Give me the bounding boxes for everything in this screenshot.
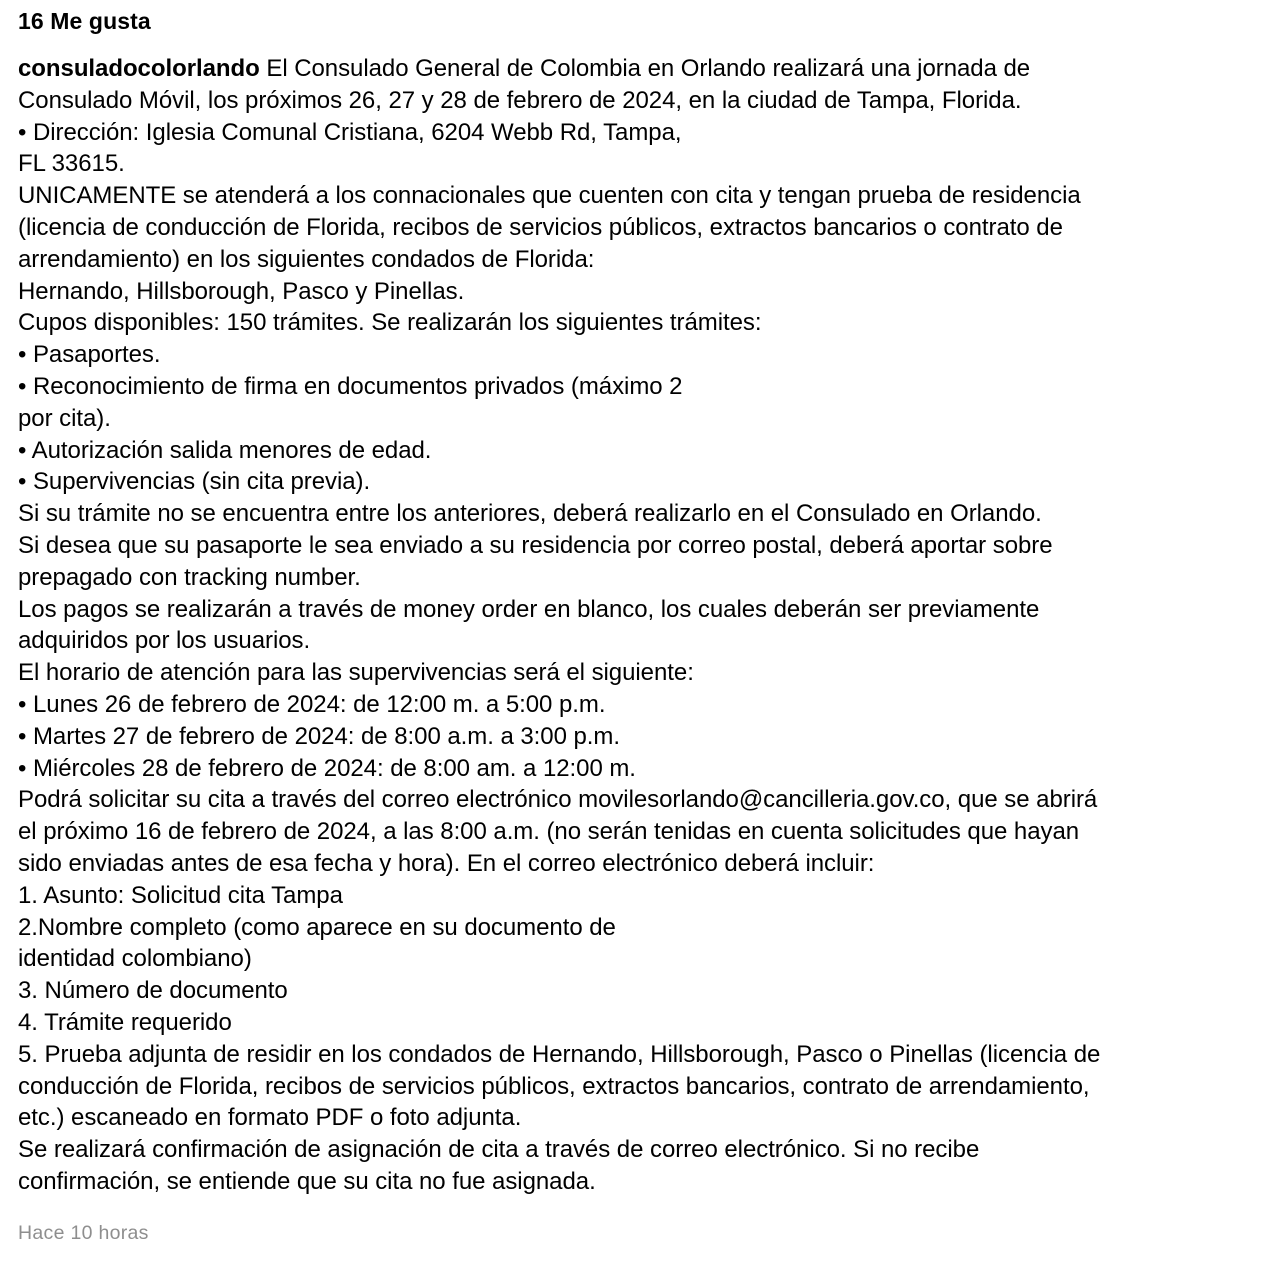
- caption-line: adquiridos por los usuarios.: [18, 627, 311, 655]
- caption-line: [18, 53, 1268, 85]
- caption-line: 1. Asunto: Solicitud cita Tampa: [18, 881, 343, 909]
- caption-line: conducción de Florida, recibos de servicios públicos, extractos bancarios, contrato de arrendamiento,: [18, 1072, 1090, 1100]
- caption-line: arrendamiento) en los siguientes condados de Florida:: [18, 245, 595, 273]
- caption-line: El horario de atención para las supervivencias será el siguiente:: [18, 659, 694, 687]
- caption-line: Si desea que su pasaporte le sea enviado a su residencia por correo postal, deberá aportar sobre: [18, 531, 1053, 559]
- caption-line: • Reconocimiento de firma en documentos privados (máximo 2: [18, 372, 683, 400]
- caption-line: prepagado con tracking number.: [18, 563, 361, 591]
- caption-line: Se realizará confirmación de asignación de cita a través de correo electrónico. Si no recibe: [18, 1136, 980, 1164]
- caption-line: Podrá solicitar su cita a través del correo electrónico movilesorlando@cancilleria.gov.co, que se abrirá: [18, 786, 1098, 814]
- caption-line: 5. Prueba adjunta de residir en los condados de Hernando, Hillsborough, Pasco o Pinellas (licencia de: [18, 1040, 1101, 1068]
- caption-line: • Dirección: Iglesia Comunal Cristiana, 6204 Webb Rd, Tampa,: [18, 118, 682, 146]
- caption-line: sido enviadas antes de esa fecha y hora). En el correo electrónico deberá incluir:: [18, 849, 875, 877]
- caption-line: confirmación, se entiende que su cita no fue asignada.: [18, 1167, 596, 1195]
- caption-line: (licencia de conducción de Florida, recibos de servicios públicos, extractos bancarios o contrato de: [18, 213, 1063, 241]
- caption-body: [18, 85, 1268, 1198]
- username-link[interactable]: consuladocolorlando: [18, 55, 260, 82]
- caption-line: Hernando, Hillsborough, Pasco y Pinellas.: [18, 277, 465, 305]
- caption-line: • Autorización salida menores de edad.: [18, 436, 432, 464]
- caption-line: FL 33615.: [18, 150, 125, 178]
- post-caption-section: [18, 0, 1268, 1245]
- caption-line: Si su trámite no se encuentra entre los anteriores, deberá realizarlo en el Consulado en Orlando.: [18, 500, 1042, 528]
- caption-line: • Miércoles 28 de febrero de 2024: de 8:00 am. a 12:00 m.: [18, 754, 636, 782]
- caption-line: • Pasaportes.: [18, 341, 161, 369]
- caption-line: • Supervivencias (sin cita previa).: [18, 468, 371, 496]
- caption-line: • Martes 27 de febrero de 2024: de 8:00 a.m. a 3:00 p.m.: [18, 722, 620, 750]
- caption-text: El Consulado General de Colombia en Orlando realizará una jornada de: [266, 55, 1031, 82]
- caption-line: 2.Nombre completo (como aparece en su documento de: [18, 913, 616, 941]
- caption-line: • Lunes 26 de febrero de 2024: de 12:00 m. a 5:00 p.m.: [18, 690, 606, 718]
- caption: [18, 53, 1268, 1198]
- caption-line: 3. Número de documento: [18, 977, 288, 1005]
- caption-line: Los pagos se realizarán a través de money order en blanco, los cuales deberán ser previamente: [18, 595, 1040, 623]
- caption-line: Cupos disponibles: 150 trámites. Se realizarán los siguientes trámites:: [18, 309, 762, 337]
- caption-line: etc.) escaneado en formato PDF o foto adjunta.: [18, 1104, 522, 1132]
- caption-line: Consulado Móvil, los próximos 26, 27 y 28 de febrero de 2024, en la ciudad de Tampa, Florida.: [18, 86, 1022, 114]
- caption-line: UNICAMENTE se atenderá a los connacionales que cuenten con cita y tengan prueba de residencia: [18, 182, 1081, 210]
- caption-line: el próximo 16 de febrero de 2024, a las 8:00 a.m. (no serán tenidas en cuenta solicitudes que hayan: [18, 818, 1080, 846]
- post-timestamp[interactable]: Hace 10 horas: [18, 1221, 149, 1244]
- likes-count[interactable]: 16 Me gusta: [18, 8, 151, 34]
- caption-line: 4. Trámite requerido: [18, 1008, 232, 1036]
- caption-line: identidad colombiano): [18, 945, 252, 973]
- caption-line: por cita).: [18, 404, 111, 432]
